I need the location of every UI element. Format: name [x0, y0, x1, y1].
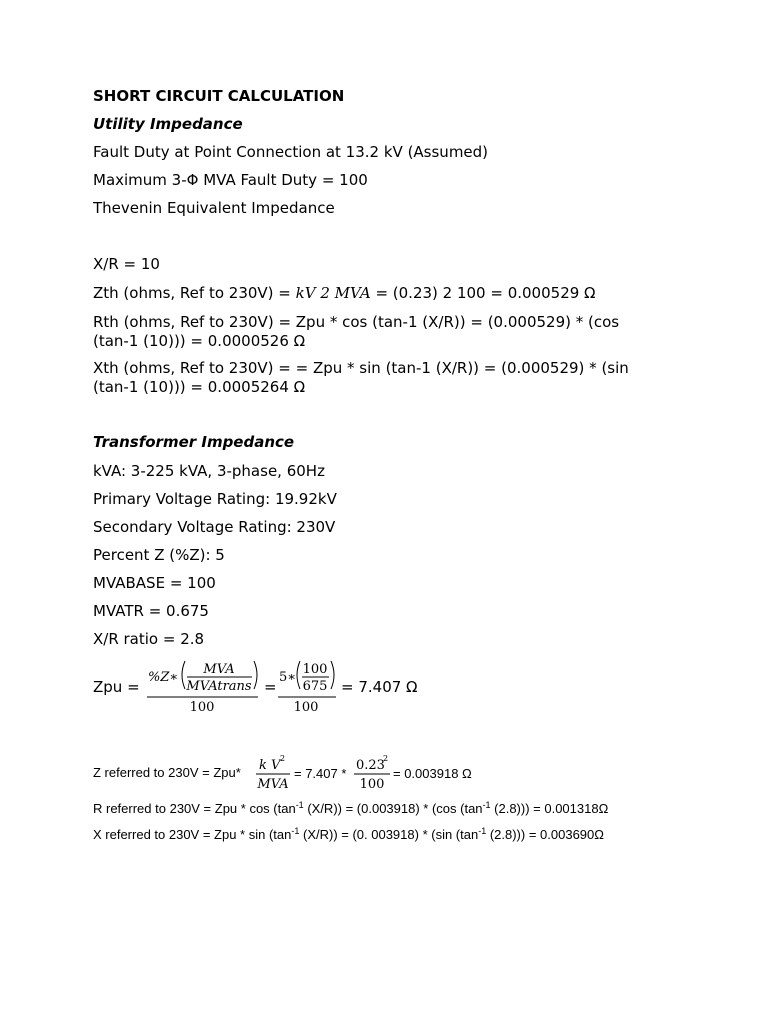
z-ref-f2-exp: 2: [383, 754, 389, 763]
utility-impedance-heading: Utility Impedance: [93, 115, 243, 133]
document-title: SHORT CIRCUIT CALCULATION: [93, 87, 345, 105]
percent-z-line: Percent Z (%Z): 5: [93, 546, 225, 564]
zpu-f1-left-paren: [182, 661, 185, 689]
transformer-impedance-heading: Transformer Impedance: [93, 433, 295, 451]
zpu-f2-left-paren: [297, 661, 300, 689]
z-referred-prefix: Z referred to 230V = Zpu*: [93, 765, 241, 780]
z-ref-mid: = 7.407 *: [294, 766, 347, 781]
x-ref-sup-1: -1: [291, 826, 300, 836]
max-mva-line: Maximum 3-Φ MVA Fault Duty = 100: [93, 171, 368, 189]
mvatr-line: MVATR = 0.675: [93, 602, 209, 620]
x-ref-part-b: (X/R)) = (0. 003918) * (sin (tan: [299, 827, 479, 842]
zpu-f1-prefix: %Z∗: [148, 670, 179, 685]
zpu-equation: [140, 655, 430, 720]
xr-ratio-line: X/R ratio = 2.8: [93, 630, 205, 648]
x-ref-part-c: (2.8))) = 0.003690Ω: [486, 827, 604, 842]
z-ref-f1-den: MVA: [257, 777, 289, 792]
zpu-f2-den: 100: [293, 700, 319, 715]
secondary-voltage-line: Secondary Voltage Rating: 230V: [93, 518, 336, 536]
rth-line: Rth (ohms, Ref to 230V) = Zpu * cos (tan-1 (X/R)) = (0.000529) * (cos (tan-1 (10))) = 0.0000526 Ω: [93, 313, 620, 350]
zpu-f1-inner-num: MVA: [203, 662, 235, 677]
r-ref-part-c: (2.8))) = 0.001318Ω: [490, 801, 609, 816]
r-ref-sup-1: -1: [295, 800, 304, 810]
z-ref-f1-num: k V: [259, 758, 281, 773]
zth-line: [93, 284, 596, 303]
zpu-f2-inner-den: 675: [302, 679, 328, 694]
zpu-f1-right-paren: [254, 661, 257, 689]
z-ref-f2-den: 100: [359, 777, 385, 792]
zpu-f2-inner-num: 100: [302, 662, 328, 677]
z-ref-f1-exp: 2: [280, 754, 286, 763]
r-ref-part-a: R referred to 230V = Zpu * cos (tan: [93, 801, 296, 816]
zpu-f1-inner-den: MVAtrans: [186, 679, 252, 694]
fault-duty-line: Fault Duty at Point Connection at 13.2 kV (Assumed): [93, 143, 489, 161]
thevenin-line: Thevenin Equivalent Impedance: [93, 199, 335, 217]
z-referred-equation: [254, 750, 494, 794]
x-ref-part-a: X referred to 230V = Zpu * sin (tan: [93, 827, 292, 842]
z-ref-f2-num: 0.23: [356, 758, 385, 773]
zpu-f2-prefix: 5∗: [279, 670, 297, 685]
r-referred-line: [93, 801, 608, 817]
zth-result: = (0.23) 2 100 = 0.000529 Ω: [375, 284, 596, 302]
zth-formula: kV 2 MVA: [295, 284, 371, 302]
mvabase-line: MVABASE = 100: [93, 574, 216, 592]
zth-label: Zth (ohms, Ref to 230V) =: [93, 284, 291, 302]
zpu-equals: =: [264, 678, 277, 696]
kva-line: kVA: 3-225 kVA, 3-phase, 60Hz: [93, 462, 325, 480]
zpu-f1-den: 100: [189, 700, 215, 715]
r-ref-sup-2: -1: [482, 800, 491, 810]
xr-line: X/R = 10: [93, 255, 160, 273]
zpu-result: = 7.407 Ω: [341, 678, 418, 696]
zpu-label: Zpu =: [93, 678, 140, 696]
xth-line: Xth (ohms, Ref to 230V) = = Zpu * sin (tan-1 (X/R)) = (0.000529) * (sin (tan-1 (10))) = 0.0005264 Ω: [93, 359, 629, 396]
x-referred-line: [93, 827, 604, 843]
zpu-f2-right-paren: [331, 661, 334, 689]
primary-voltage-line: Primary Voltage Rating: 19.92kV: [93, 490, 337, 508]
z-ref-result: = 0.003918 Ω: [393, 766, 472, 781]
r-ref-part-b: (X/R)) = (0.003918) * (cos (tan: [303, 801, 483, 816]
x-ref-sup-2: -1: [478, 826, 487, 836]
